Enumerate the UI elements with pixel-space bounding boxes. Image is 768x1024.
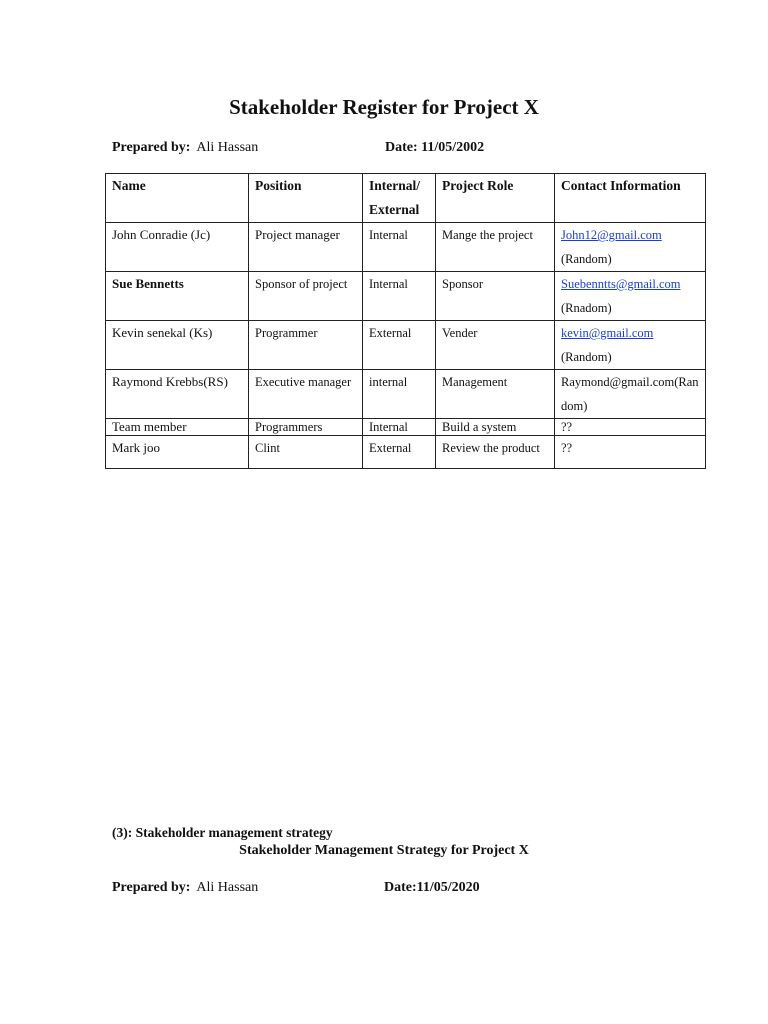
cell-internal-external: Internal (363, 419, 436, 436)
cell-contact (555, 321, 706, 370)
cell-name: Team member (106, 419, 249, 436)
document-date: Date: 11/05/2002 (385, 140, 485, 155)
section-heading: (3): Stakeholder management strategy (112, 825, 333, 840)
cell-internal-external: Internal (363, 272, 436, 321)
cell-name: Mark joo (106, 436, 249, 469)
strategy-date: Date:11/05/2020 (384, 880, 480, 895)
cell-position: Programmers (249, 419, 363, 436)
cell-internal-external: External (363, 321, 436, 370)
cell-contact: ?? (555, 436, 706, 469)
header-internal-external: Internal/ External (363, 174, 436, 223)
table-row (106, 436, 706, 469)
cell-position: Programmer (249, 321, 363, 370)
cell-name: Kevin senekal (Ks) (106, 321, 249, 370)
cell-position: Project manager (249, 223, 363, 272)
prepared-by-label: Prepared by: (112, 880, 191, 895)
cell-project-role: Management (436, 370, 555, 419)
cell-contact (555, 272, 706, 321)
cell-internal-external: External (363, 436, 436, 469)
cell-internal-external: internal (363, 370, 436, 419)
cell-position: Clint (249, 436, 363, 469)
cell-project-role: Sponsor (436, 272, 555, 321)
cell-position: Executive manager (249, 370, 363, 419)
email-link[interactable]: kevin@gmail.com (561, 326, 654, 340)
strategy-title: Stakeholder Management Strategy for Project X (239, 843, 529, 858)
header-name: Name (106, 174, 249, 223)
contact-note: (Rnadom) (561, 301, 612, 315)
email-link[interactable]: John12@gmail.com (561, 228, 662, 242)
cell-contact: ?? (555, 419, 706, 436)
cell-project-role: Review the product (436, 436, 555, 469)
cell-project-role: Mange the project (436, 223, 555, 272)
cell-internal-external: Internal (363, 223, 436, 272)
cell-name: John Conradie (Jc) (106, 223, 249, 272)
cell-project-role: Vender (436, 321, 555, 370)
prepared-by-value: Ali Hassan (196, 140, 259, 155)
table-row (106, 223, 706, 272)
header-position: Position (249, 174, 363, 223)
table-row (106, 272, 706, 321)
prepared-by-label: Prepared by: (112, 140, 191, 155)
prepared-by-value: Ali Hassan (196, 880, 259, 895)
stakeholder-register-table (105, 173, 706, 469)
table-row (106, 370, 706, 419)
prepared-by-line (112, 140, 258, 156)
table-row (106, 321, 706, 370)
strategy-prepared-by-line (112, 880, 258, 896)
contact-note: (Random) (561, 350, 612, 364)
cell-contact: Raymond@gmail.com(Random) (555, 370, 706, 419)
header-project-role: Project Role (436, 174, 555, 223)
cell-position: Sponsor of project (249, 272, 363, 321)
cell-contact (555, 223, 706, 272)
table-row (106, 419, 706, 436)
email-link[interactable]: Suebenntts@gmail.com (561, 277, 681, 291)
document-title: Stakeholder Register for Project X (229, 95, 539, 119)
cell-project-role: Build a system (436, 419, 555, 436)
cell-name: Sue Bennetts (106, 272, 249, 321)
cell-name: Raymond Krebbs(RS) (106, 370, 249, 419)
header-contact-information: Contact Information (555, 174, 706, 223)
table-header-row (106, 174, 706, 223)
contact-note: (Random) (561, 252, 612, 266)
